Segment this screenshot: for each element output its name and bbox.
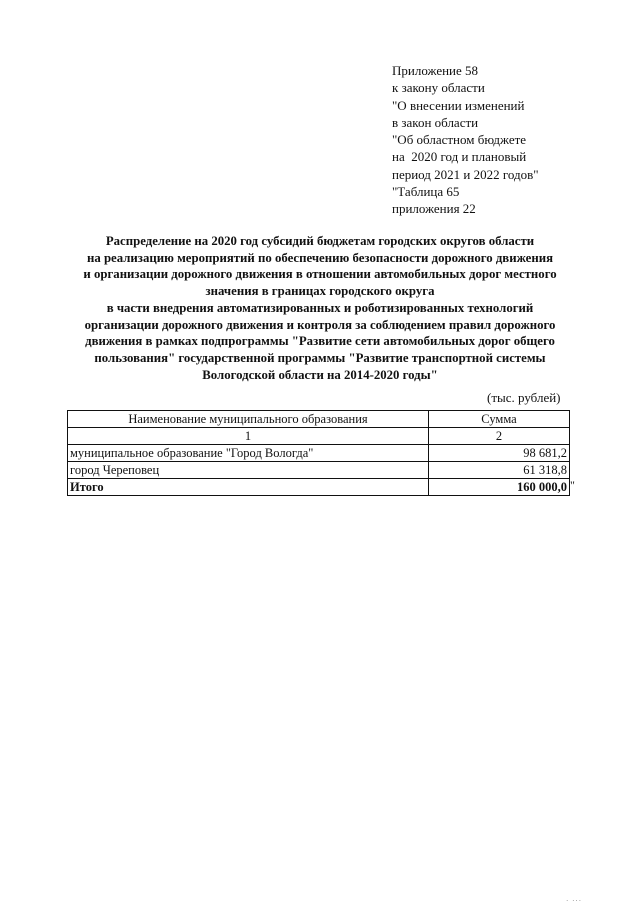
appendix-line: "Таблица 65 — [392, 184, 460, 200]
appendix-line: Приложение 58 — [392, 63, 479, 78]
closing-quote: " — [570, 478, 575, 492]
appendix-line: в закон области — [392, 114, 479, 130]
title-line: пользования" государственной программы "Развитие транспортной системы — [94, 350, 546, 365]
row-municipality: муниципальное образование "Город Вологда" — [68, 445, 429, 462]
table-row — [68, 462, 570, 479]
title-line: значения в границах городского округа — [205, 284, 435, 299]
row-municipality: город Череповец — [68, 462, 429, 479]
total-label: Итого — [68, 479, 429, 496]
table-column-numbers-row — [68, 428, 570, 445]
table-header-row — [68, 411, 570, 428]
row-amount: 98 681,2 — [429, 445, 570, 462]
appendix-line: "Об областном бюджете — [392, 132, 527, 148]
appendix-line: период 2021 и 2022 годов" — [392, 166, 539, 182]
appendix-line: приложения 22 — [392, 201, 476, 217]
total-amount: 160 000,0 — [429, 479, 570, 496]
title-line: движения в рамках подпрограммы "Развитие сети автомобильных дорог общего — [85, 334, 555, 349]
row-amount: 61 318,8 — [429, 462, 570, 479]
subsidy-table — [67, 410, 570, 496]
appendix-line: "О внесении изменений — [392, 97, 525, 113]
table-total-row — [68, 479, 570, 496]
title-line: в части внедрения автоматизированных и роботизированных технологий — [106, 300, 534, 315]
title-line: организации дорожного движения и контроля за соблюдением правил дорожного — [84, 317, 556, 332]
title-line: на реализацию мероприятий по обеспечению безопасности дорожного движения — [86, 250, 554, 265]
column-number-2: 2 — [429, 428, 570, 445]
appendix-block — [392, 62, 539, 218]
page-mark: · ··· — [566, 897, 583, 905]
table-row — [68, 445, 570, 462]
header-municipality: Наименование муниципального образования — [68, 411, 429, 428]
column-number-1: 1 — [68, 428, 429, 445]
title-line: Вологодской области на 2014-2020 годы" — [202, 367, 438, 382]
header-amount: Сумма — [429, 411, 570, 428]
appendix-line: на 2020 год и плановый — [392, 149, 527, 165]
units-label: (тыс. рублей) — [487, 390, 561, 405]
title-line: Распределение на 2020 год субсидий бюджетам городских округов области — [105, 234, 535, 248]
title-line: и организации дорожного движения в отношении автомобильных дорог местного — [83, 267, 557, 282]
document-title — [60, 233, 580, 383]
appendix-line: к закону области — [392, 80, 485, 96]
